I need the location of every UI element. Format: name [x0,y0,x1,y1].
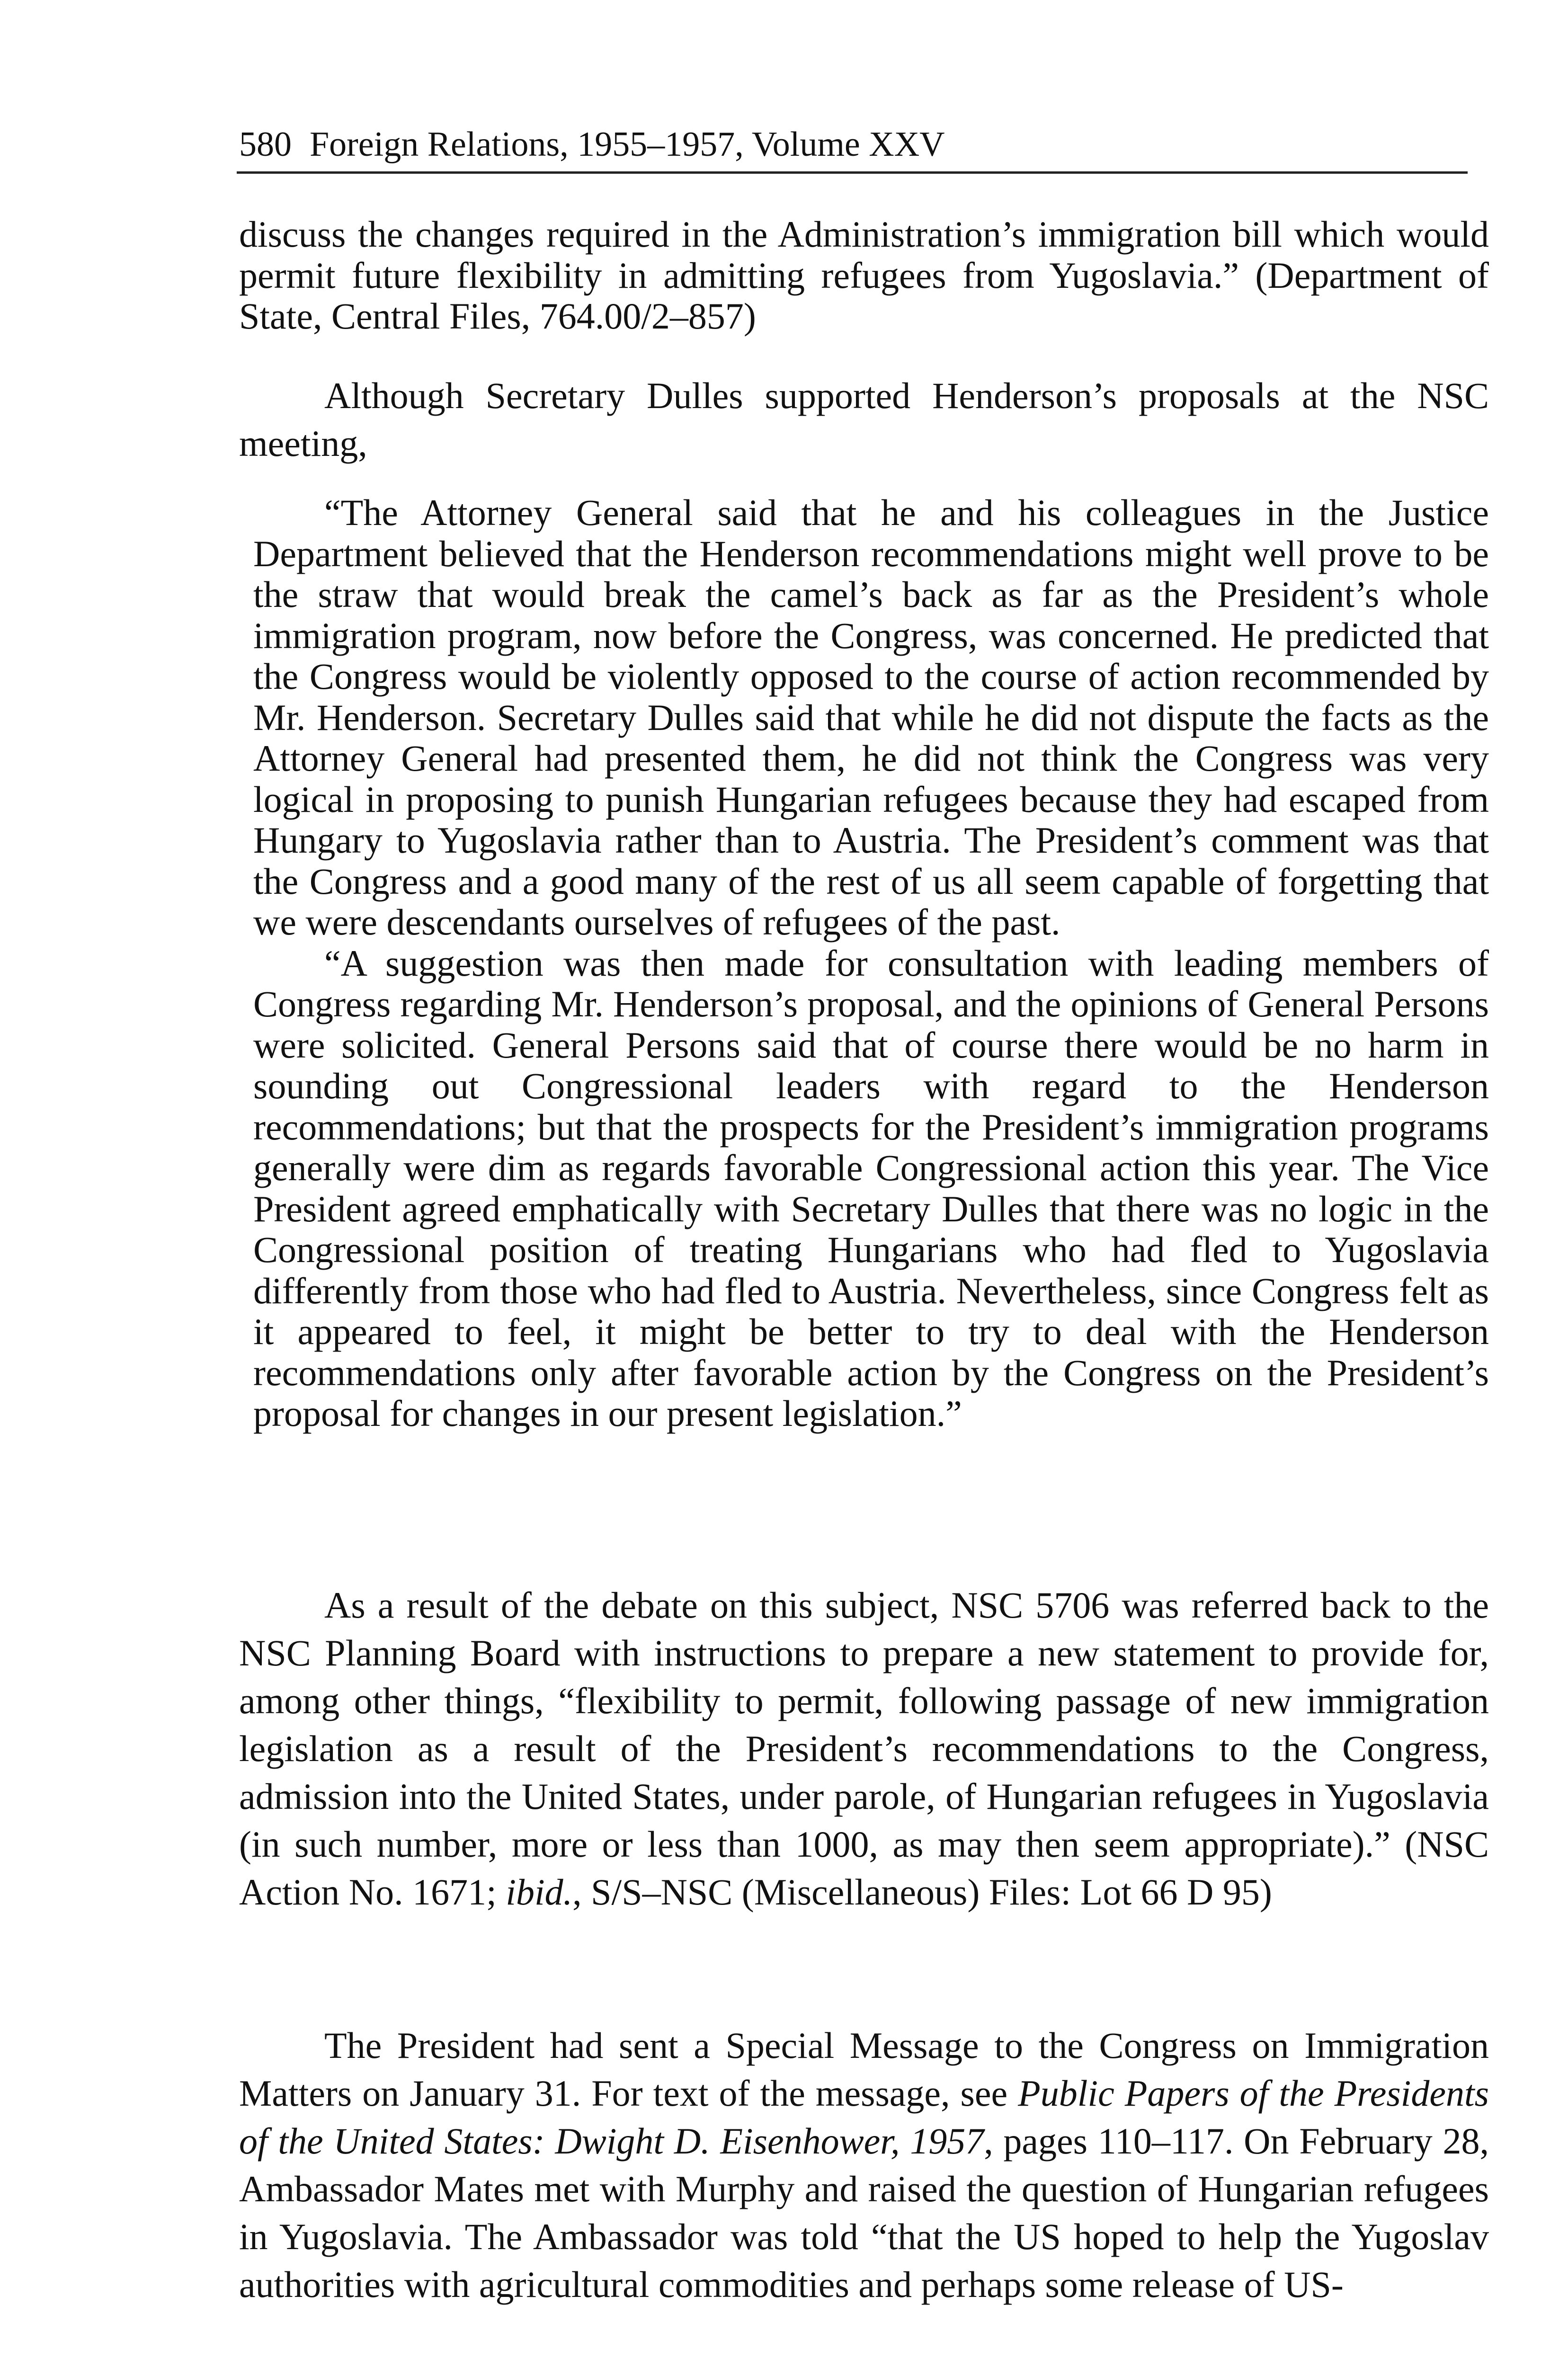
nsc-5706-citation: , S/S–NSC (Miscellaneous) Files: Lot 66 D 95) [572,1871,1272,1913]
special-message-continuation: , pages 110–117. On February 28, Ambassador Mates met with Murphy and raised the question of Hungarian refugees in Yugoslavia. The Ambassador was told “that the US hoped to help the Yugoslav authorities with agricultural commodities and perhaps some release of US- [239,2120,1489,2305]
quote-paragraph-attorney-general: “The Attorney General said that he and his colleagues in the Justice Department believed that the Henderson recommendations might well prove to be the straw that would break the camel’s back as far as the President’s whole immigration program, now before the Congress, was concerned. He predicted that the Congress would be violently opposed to the course of action recommended by Mr. Henderson. Secretary Dulles said that while he did not dispute the facts as the Attorney General had presented them, he did not think the Congress was very logical in proposing to punish Hungarian refugees because they had escaped from Hungary to Yugoslavia rather than to Austria. The President’s comment was that the Congress and a good many of the rest of us all seem capable of forgetting that we were descendants ourselves of refugees of the past. [253,492,1489,943]
paragraph-dulles-support: Although Secretary Dulles supported Henderson’s proposals at the NSC meeting, [239,375,1489,464]
special-message-text: The President had sent a Special Message to the Congress on Immigration Matters on January 31. For text of the message, see [239,2025,1489,2114]
quote-paragraph-consultation: “A suggestion was then made for consultation with leading members of Congress regarding Mr. Henderson’s proposal, and the opinions of General Persons were solicited. General Persons said that of course there would be no harm in sounding out Congressional leaders with regard to the Henderson recommendations; but that the prospects for the President’s immigration programs generally were dim as regards favorable Congressional action this year. The Vice President agreed emphatically with Secretary Dulles that there was no logic in the Congressional position of treating Hungarians who had fled to Yugoslavia differently from those who had fled to Austria. Nevertheless, since Congress felt as it appeared to feel, it might be better to try to deal with the Henderson recommendations only after favorable action by the Congress on the President’s proposal for changes in our present legislation.” [253,942,1489,1434]
public-papers-title: Public Papers of the Presidents of the United States: Dwight D. Eisenhower, 1957 [239,2073,1489,2162]
page-number: 580 [239,125,292,164]
paragraph-nsc-5706 [239,1581,1489,1916]
nsc-quote [253,492,1489,1434]
ibid-citation: ibid. [506,1871,573,1913]
volume-title: Foreign Relations, 1955–1957, Volume XXV [310,125,945,164]
running-head [239,121,1468,168]
header-rule [237,171,1468,174]
paragraph-continuation: discuss the changes required in the Administration’s immigration bill which would permit future flexibility in admitting refugees from Yugoslavia.” (Department of State, Central Files, 764.00/2–857) [239,214,1489,337]
paragraph-special-message [239,2021,1489,2308]
nsc-5706-text: As a result of the debate on this subject, NSC 5706 was referred back to the NSC Planning Board with instructions to prepare a new statement to provide for, among other things, “flexibility to permit, following passage of new immigration legislation as a result of the President’s recommendations to the Congress, admission into the United States, under parole, of Hungarian refugees in Yugoslavia (in such number, more or less than 1000, as may then seem appropriate).” (NSC Action No. 1671; [239,1584,1489,1913]
